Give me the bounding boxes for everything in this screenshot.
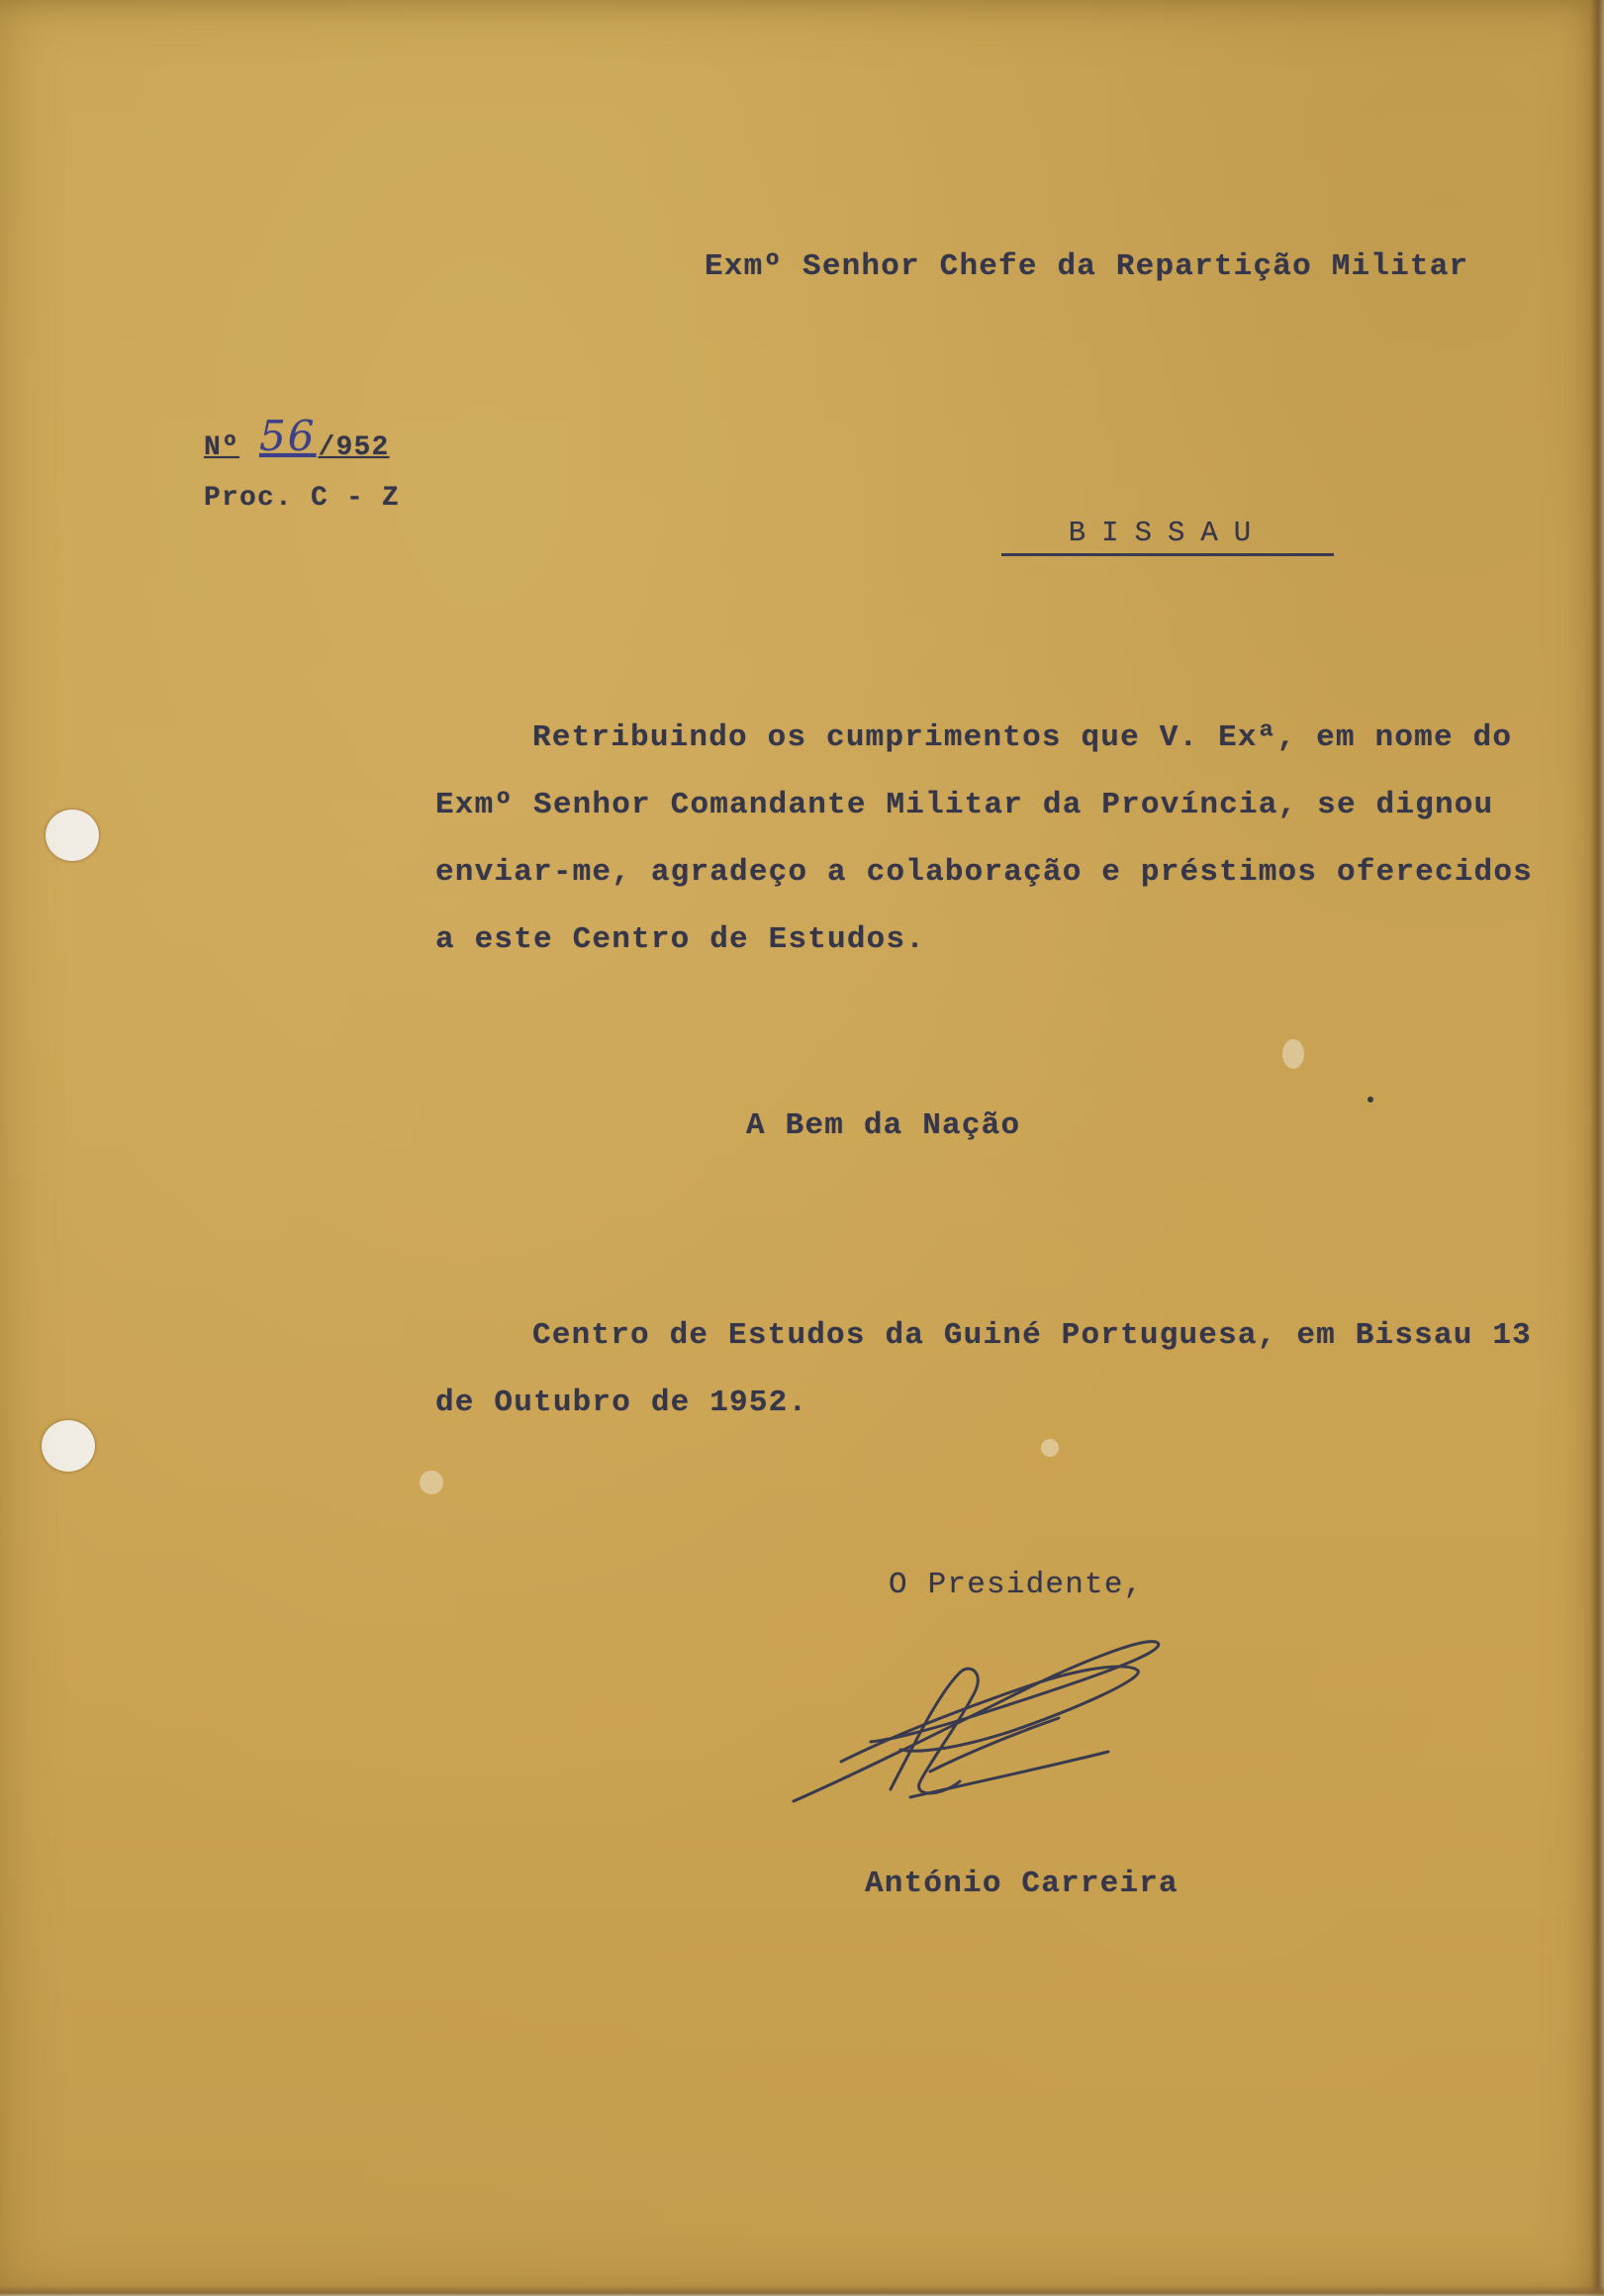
paper-stain — [420, 1471, 443, 1494]
punch-hole-icon — [42, 1420, 95, 1472]
handwritten-signature — [782, 1623, 1178, 1811]
signature-title: O Presidente, — [889, 1568, 1144, 1602]
paper-edge — [1590, 0, 1604, 2296]
process-code: Proc. C - Z — [204, 483, 401, 514]
paper-stain — [1368, 1097, 1373, 1102]
signer-name: António Carreira — [865, 1866, 1179, 1901]
body-line: Retribuindo os cumprimentos que V. Exª, em nome do — [532, 720, 1513, 755]
addressee-line: Exmº Senhor Chefe da Repartição Militar — [705, 249, 1469, 284]
body-line: enviar-me, agradeço a colaboração e préstimos oferecidos — [435, 855, 1533, 890]
paper-stain — [1282, 1039, 1304, 1069]
body-line: a este Centro de Estudos. — [435, 922, 926, 957]
body-paragraph — [435, 705, 1533, 974]
reference-year: /952 — [318, 432, 390, 463]
reference-number — [204, 412, 390, 464]
closing-paragraph — [435, 1302, 1532, 1437]
place-heading: BISSAU — [1001, 517, 1334, 556]
closing-line: de Outubro de 1952. — [435, 1386, 808, 1420]
motto: A Bem da Nação — [746, 1108, 1021, 1143]
punch-hole-icon — [46, 810, 99, 861]
paper-stain — [1041, 1439, 1059, 1457]
reference-label: Nº — [204, 432, 240, 463]
paper-edge — [0, 2286, 1604, 2296]
handwritten-number: 56 — [259, 412, 317, 460]
body-line: Exmº Senhor Comandante Militar da Província, se dignou — [435, 788, 1494, 822]
closing-line: Centro de Estudos da Guiné Portuguesa, em Bissau 13 — [532, 1318, 1532, 1353]
